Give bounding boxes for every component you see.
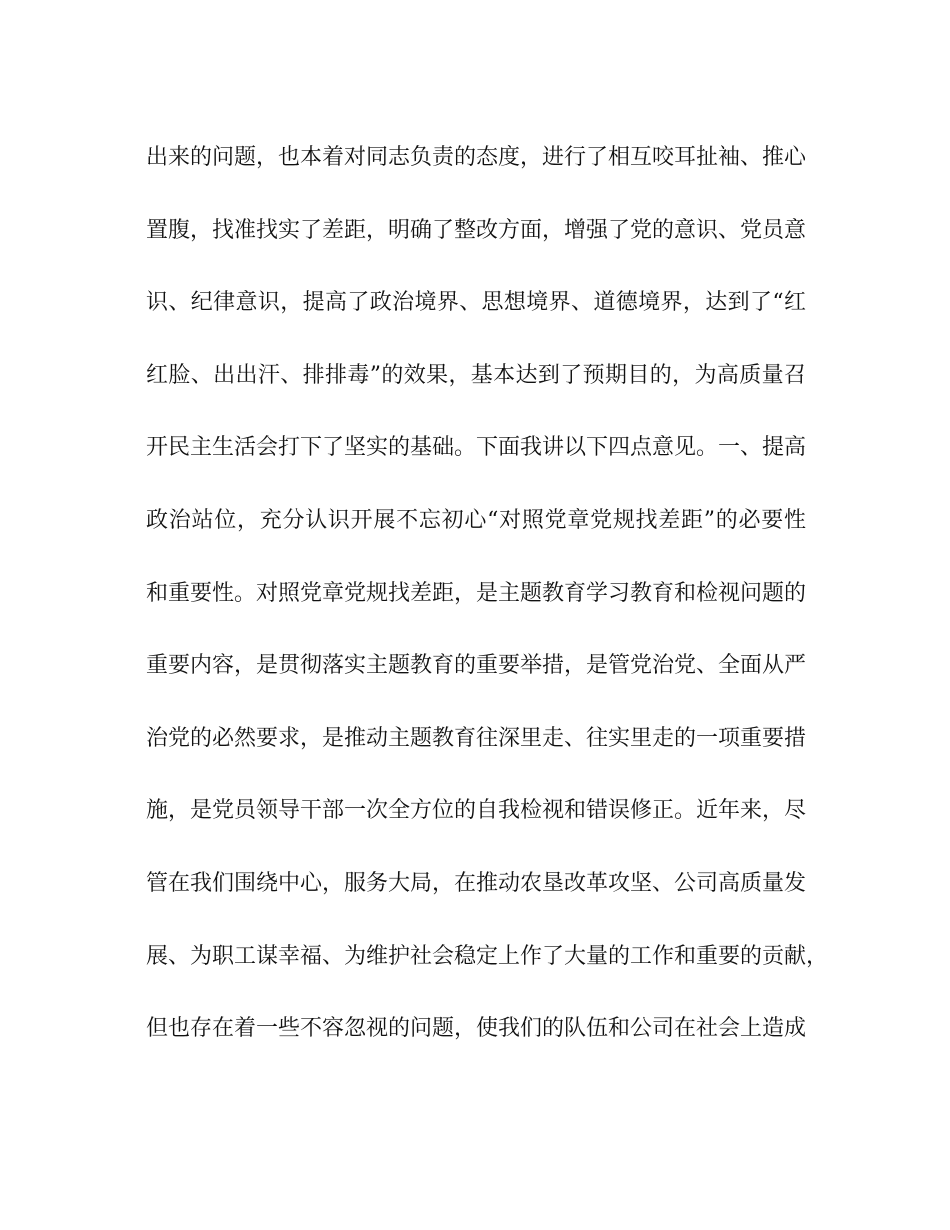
text-line: 管在我们围绕中心，服务大局，在推动农垦改革攻坚、公司高质量发 — [146, 870, 807, 896]
text-line: 红脸、出出汗、排排毒”的效果，基本达到了预期目的，为高质量召 — [146, 362, 806, 388]
text-line: 展、为职工谋幸福、为维护社会稳定上作了大量的工作和重要的贡献， — [146, 943, 829, 969]
text-line: 置腹，找准找实了差距，明确了整改方面，增强了党的意识、党员意 — [146, 217, 807, 243]
body-text — [146, 135, 829, 1079]
text-line: 治党的必然要求，是推动主题教育往深里走、往实里走的一项重要措 — [146, 725, 807, 751]
text-line: 识、纪律意识，提高了政治境界、思想境界、道德境界，达到了“红 — [146, 290, 806, 316]
text-line: 施，是党员领导干部一次全方位的自我检视和错误修正。近年来，尽 — [146, 798, 807, 824]
text-line: 重要内容，是贯彻落实主题教育的重要举措，是管党治党、全面从严 — [146, 653, 807, 679]
text-line: 出来的问题，也本着对同志负责的态度，进行了相互咬耳扯袖、推心 — [146, 145, 807, 170]
text-line: 和重要性。对照党章党规找差距，是主题教育学习教育和检视问题的 — [146, 580, 807, 606]
text-line: 政治站位，充分认识开展不忘初心“对照党章党规找差距”的必要性 — [146, 507, 806, 533]
text-line: 开民主生活会打下了坚实的基础。下面我讲以下四点意见。一、提高 — [146, 435, 807, 461]
text-line: 但也存在着一些不容忽视的问题，使我们的队伍和公司在社会上造成 — [146, 1016, 807, 1042]
